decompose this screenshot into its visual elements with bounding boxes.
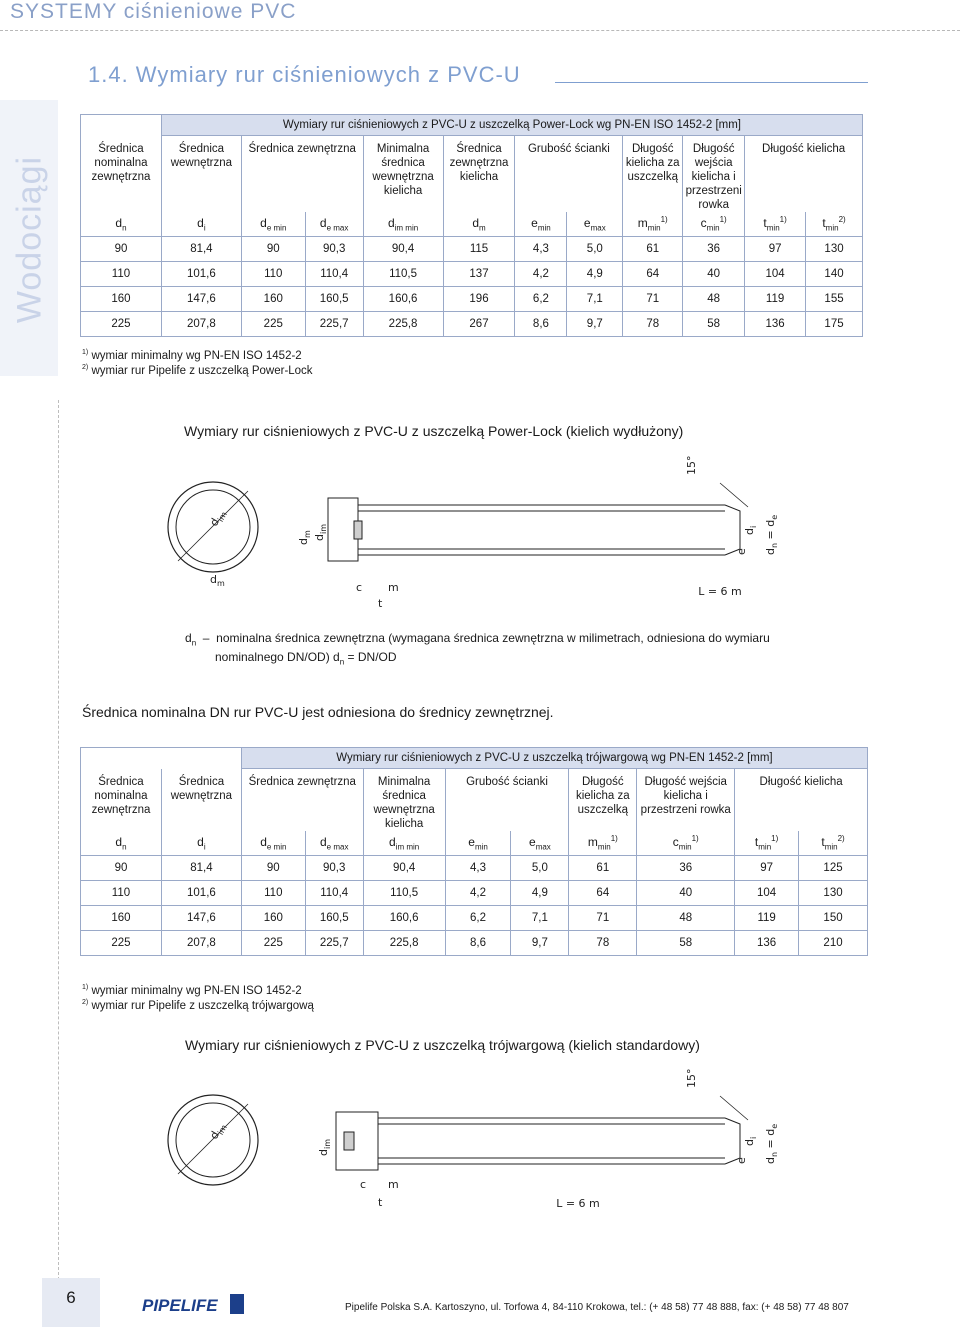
table-row [81, 262, 863, 287]
column-symbol: $d_m$ [443, 212, 515, 237]
table-cell: 155 [806, 287, 863, 312]
table-caption: Wymiary rur ciśnieniowych z PVC-U z uszczelką trójwargową wg PN-EN 1452-2 [mm] [241, 748, 867, 769]
table-cell: 4,9 [567, 262, 623, 287]
table-cell: 71 [569, 906, 637, 931]
column-header: Długość kielicha za uszczelką [623, 136, 683, 213]
document-header-title: SYSTEMY ciśnieniowe PVC [10, 0, 297, 23]
table-cell: 6,2 [445, 906, 511, 931]
table-cell: 115 [443, 237, 515, 262]
column-header: Długość kielicha [759, 776, 843, 788]
table-cell: 150 [799, 906, 868, 931]
table-cell: 137 [443, 262, 515, 287]
table-cell: 210 [799, 931, 868, 956]
table-cell: 7,1 [567, 287, 623, 312]
pipe-profile [336, 1112, 740, 1170]
c-label: c [360, 1178, 367, 1191]
table-cell: 110 [81, 881, 162, 906]
table-cell: 160 [81, 906, 162, 931]
table-cell: 90,3 [305, 856, 363, 881]
table-cell: 267 [443, 312, 515, 337]
table-cell: 160 [81, 287, 162, 312]
t-label: t [378, 597, 383, 610]
company-address: Pipelife Polska S.A. Kartoszyno, ul. Torfowa 4, 84-110 Krokowa, tel.: (+ 48 58) 77 48 888, fax: (+ 48 58) 77 48 807 [345, 1302, 849, 1313]
dn-de-label: $d_n = d_e$ [764, 514, 779, 555]
dm-socket-label: $d_m$ [297, 530, 312, 545]
column-symbol: $d_n$ [81, 212, 162, 237]
column-header: Długość kielicha [762, 143, 846, 155]
table-row [81, 856, 868, 881]
table-cell: 48 [637, 906, 735, 931]
table-cell: 225,7 [305, 931, 363, 956]
table-cell: 78 [623, 312, 683, 337]
table-cell: 4,2 [445, 881, 511, 906]
table-cell: 4,3 [445, 856, 511, 881]
column-symbol: $d_i$ [161, 831, 241, 856]
table-cell: 90,3 [305, 237, 363, 262]
column-symbol: $t_{min}^{1)}$ [735, 831, 799, 856]
table-cell: 136 [735, 931, 799, 956]
spigot-chamfer [725, 1118, 740, 1164]
table-cell: 48 [683, 287, 745, 312]
di-label: $d_i$ [743, 1136, 758, 1146]
column-symbol: $e_{min}$ [445, 831, 511, 856]
dn-de-label: $d_n = d_e$ [764, 1123, 779, 1164]
table-cell: 40 [637, 881, 735, 906]
dim-label: $d_{im}$ [207, 510, 229, 529]
column-symbol: $t_{min}^{2)}$ [821, 834, 845, 852]
column-symbol: $t_{min}^{2)}$ [822, 215, 846, 233]
table-cell: 4,2 [515, 262, 567, 287]
section-underline [555, 82, 868, 83]
gasket [344, 1132, 354, 1150]
pipe-outer-circle [168, 482, 258, 572]
column-header: Długość wejścia kielicha i przestrzeni rowka [637, 769, 735, 832]
column-symbol: $e_{max}$ [567, 212, 623, 237]
table-cell: 58 [637, 931, 735, 956]
diagram-title-triple-lip: Wymiary rur ciśnieniowych z PVC-U z uszczelką trójwargową (kielich standardowy) [185, 1037, 700, 1053]
table-cell: 61 [569, 856, 637, 881]
table-cell: 104 [745, 262, 806, 287]
table-cell: 5,0 [567, 237, 623, 262]
table-cell: 78 [569, 931, 637, 956]
table-cell: 90 [241, 237, 305, 262]
column-header: Średnica nominalna zewnętrzna [81, 769, 162, 832]
pipe-inner-circle [176, 490, 250, 564]
table-cell: 125 [799, 856, 868, 881]
dim-label: $d_{im}$ [207, 1123, 229, 1142]
table-cell: 81,4 [161, 856, 241, 881]
angle-label: 15° [685, 1068, 698, 1088]
spigot-chamfer [725, 505, 740, 555]
table-cell: 97 [735, 856, 799, 881]
table-cell: 90 [81, 856, 162, 881]
table-caption: Wymiary rur ciśnieniowych z PVC-U z uszczelką Power-Lock wg PN-EN ISO 1452-2 [mm] [161, 115, 862, 136]
table-cell: 225 [241, 312, 305, 337]
column-symbol: $c_{min}^{1)}$ [683, 212, 745, 237]
table-cell: 64 [623, 262, 683, 287]
dm-socket-label: $d_{im}$ [317, 1139, 332, 1156]
chamfer-angle-line [720, 483, 748, 507]
table-cell: 40 [683, 262, 745, 287]
column-symbol: $m_{min}^{1)}$ [623, 212, 683, 237]
table-cell: 225,8 [363, 931, 445, 956]
table-cell: 6,2 [515, 287, 567, 312]
dim-socket-label: $d_{im}$ [313, 524, 328, 541]
table-row [81, 287, 863, 312]
column-header: Średnica zewnętrzna [241, 769, 363, 832]
table-cell: 90,4 [363, 856, 445, 881]
column-symbol: $e_{min}$ [515, 212, 567, 237]
table-cell: 136 [745, 312, 806, 337]
table-row [81, 312, 863, 337]
column-header: Minimalna średnica wewnętrzna kielicha [363, 136, 443, 213]
table-cell: 160,5 [305, 287, 363, 312]
c-label: c [356, 581, 363, 594]
table-cell: 97 [745, 237, 806, 262]
length-label: L = 6 m [556, 1197, 600, 1210]
table-cell: 71 [623, 287, 683, 312]
column-symbol: $d_{e min}$ [241, 831, 305, 856]
table-cell: 110,5 [363, 262, 443, 287]
column-symbol: $d_{im min}$ [363, 212, 443, 237]
table-cell: 130 [799, 881, 868, 906]
table-cell: 207,8 [161, 312, 241, 337]
table-cell: 160,5 [305, 906, 363, 931]
vertical-divider [58, 400, 59, 1280]
column-symbol: $d_{e max}$ [305, 212, 363, 237]
table-cell: 58 [683, 312, 745, 337]
table-cell: 160,6 [363, 906, 445, 931]
table-cell: 36 [637, 856, 735, 881]
dimensions-table-powerlock [80, 114, 863, 337]
table-cell: 110 [241, 262, 305, 287]
di-label: $d_i$ [743, 525, 758, 535]
table-cell: 8,6 [445, 931, 511, 956]
angle-label: 15° [685, 455, 698, 475]
table-cell: 61 [623, 237, 683, 262]
table-symbol-row [81, 212, 863, 237]
table-row [81, 237, 863, 262]
column-header: Grubość ścianki [445, 769, 569, 832]
table-cell: 147,6 [161, 906, 241, 931]
table-cell: 5,0 [511, 856, 569, 881]
column-header: Grubość ścianki [515, 136, 623, 213]
column-symbol: $c_{min}^{1)}$ [637, 831, 735, 856]
table-cell: 64 [569, 881, 637, 906]
table-cell: 207,8 [161, 931, 241, 956]
column-symbol: $d_i$ [161, 212, 241, 237]
pipe-outer-circle [168, 1095, 258, 1185]
column-header: Średnica wewnętrzna [161, 136, 241, 213]
table-cell: 9,7 [567, 312, 623, 337]
column-header: Średnica zewnętrzna [241, 136, 363, 213]
table-row [81, 931, 868, 956]
footnote-3: $^{1)}$ wymiar minimalny wg PN-EN ISO 1452-2 [82, 984, 302, 997]
table-row [81, 906, 868, 931]
table-cell: 104 [735, 881, 799, 906]
table-cell: 36 [683, 237, 745, 262]
column-header: Długość wejścia kielicha i przestrzeni rowka [683, 136, 745, 213]
table-cell: 90 [241, 856, 305, 881]
length-label: L = 6 m [698, 585, 742, 598]
section-title: 1.4. Wymiary rur ciśnieniowych z PVC-U [88, 62, 521, 87]
page-number: 6 [66, 1288, 76, 1307]
table-cell: 130 [806, 237, 863, 262]
table-cell: 160 [241, 906, 305, 931]
dm-label: $d_m$ [210, 573, 225, 588]
m-label: m [388, 581, 399, 594]
table-symbol-row [81, 831, 868, 856]
e-label: e [735, 1157, 748, 1164]
table-cell: 110,4 [305, 881, 363, 906]
t-label: t [378, 1196, 383, 1209]
pipe-profile [328, 498, 740, 561]
table-cell: 147,6 [161, 287, 241, 312]
column-symbol: $d_{e max}$ [305, 831, 363, 856]
table-cell: 175 [806, 312, 863, 337]
legend-dn: $d_n$ – nominalna średnica zewnętrzna (wymagana średnica zewnętrzna w milimetrach, odniesiona do wymiaru nominalnego DN/OD) $d_n = DN/OD$ [185, 631, 770, 667]
diagram-title-powerlock: Wymiary rur ciśnieniowych z PVC-U z uszczelką Power-Lock (kielich wydłużony) [184, 423, 684, 439]
table-cell: 101,6 [161, 881, 241, 906]
column-header: Średnica wewnętrzna [161, 769, 241, 832]
column-symbol: $d_{e min}$ [241, 212, 305, 237]
table-cell: 7,1 [511, 906, 569, 931]
pipe-inner-circle [176, 1103, 250, 1177]
pipe-diagram-triple-lip [160, 1060, 810, 1220]
table-cell: 160 [241, 287, 305, 312]
table-cell: 90 [81, 237, 162, 262]
table-row [81, 881, 868, 906]
column-header: Minimalna średnica wewnętrzna kielicha [363, 769, 445, 832]
e-label: e [735, 548, 748, 555]
table-cell: 119 [735, 906, 799, 931]
table-cell: 140 [806, 262, 863, 287]
column-symbol: $e_{max}$ [511, 831, 569, 856]
table-cell: 110,5 [363, 881, 445, 906]
table-cell: 119 [745, 287, 806, 312]
table-cell: 8,6 [515, 312, 567, 337]
column-header: Średnica zewnętrzna kielicha [443, 136, 515, 213]
table-cell: 110 [241, 881, 305, 906]
column-header: Długość kielicha za uszczelką [569, 769, 637, 832]
socket-body [336, 1112, 378, 1170]
pipelife-logo [140, 1290, 244, 1318]
pipe-diagram-powerlock [160, 445, 810, 610]
column-symbol: $d_n$ [81, 831, 162, 856]
table-cell: 225,7 [305, 312, 363, 337]
table-cell: 225,8 [363, 312, 443, 337]
dn-note: Średnica nominalna DN rur PVC-U jest odniesiona do średnicy zewnętrznej. [82, 704, 554, 720]
footnote-1: $^{1)}$ wymiar minimalny wg PN-EN ISO 1452-2 [82, 349, 302, 362]
table-cell: 90,4 [363, 237, 443, 262]
table-cell: 4,3 [515, 237, 567, 262]
chamfer-angle-line [720, 1096, 748, 1120]
table-cell: 81,4 [161, 237, 241, 262]
header-divider [0, 30, 960, 31]
table-cell: 225 [241, 931, 305, 956]
table-header-row [81, 769, 868, 832]
table-cell: 225 [81, 931, 162, 956]
svg-text:PIPELIFE: PIPELIFE [142, 1296, 218, 1315]
column-symbol: $d_{im min}$ [363, 831, 445, 856]
m-label: m [388, 1178, 399, 1191]
column-symbol: $m_{min}^{1)}$ [569, 831, 637, 856]
table-cell: 101,6 [161, 262, 241, 287]
footnote-4: $^{2)}$ wymiar rur Pipelife z uszczelką trójwargową [82, 999, 314, 1012]
table-header-row [81, 136, 863, 213]
table-cell: 196 [443, 287, 515, 312]
table-cell: 225 [81, 312, 162, 337]
table-cell: 110 [81, 262, 162, 287]
gasket [354, 521, 362, 539]
table-cell: 4,9 [511, 881, 569, 906]
dimensions-table-triple-lip [80, 747, 868, 956]
table-cell: 9,7 [511, 931, 569, 956]
column-header: Średnica nominalna zewnętrzna [81, 136, 162, 213]
table-cell: 160,6 [363, 287, 443, 312]
column-symbol: $t_{min}^{1)}$ [745, 212, 806, 237]
footnote-2: $^{2)}$ wymiar rur Pipelife z uszczelką Power-Lock [82, 364, 313, 377]
side-label: Wodociągi [10, 155, 49, 324]
table-cell: 110,4 [305, 262, 363, 287]
